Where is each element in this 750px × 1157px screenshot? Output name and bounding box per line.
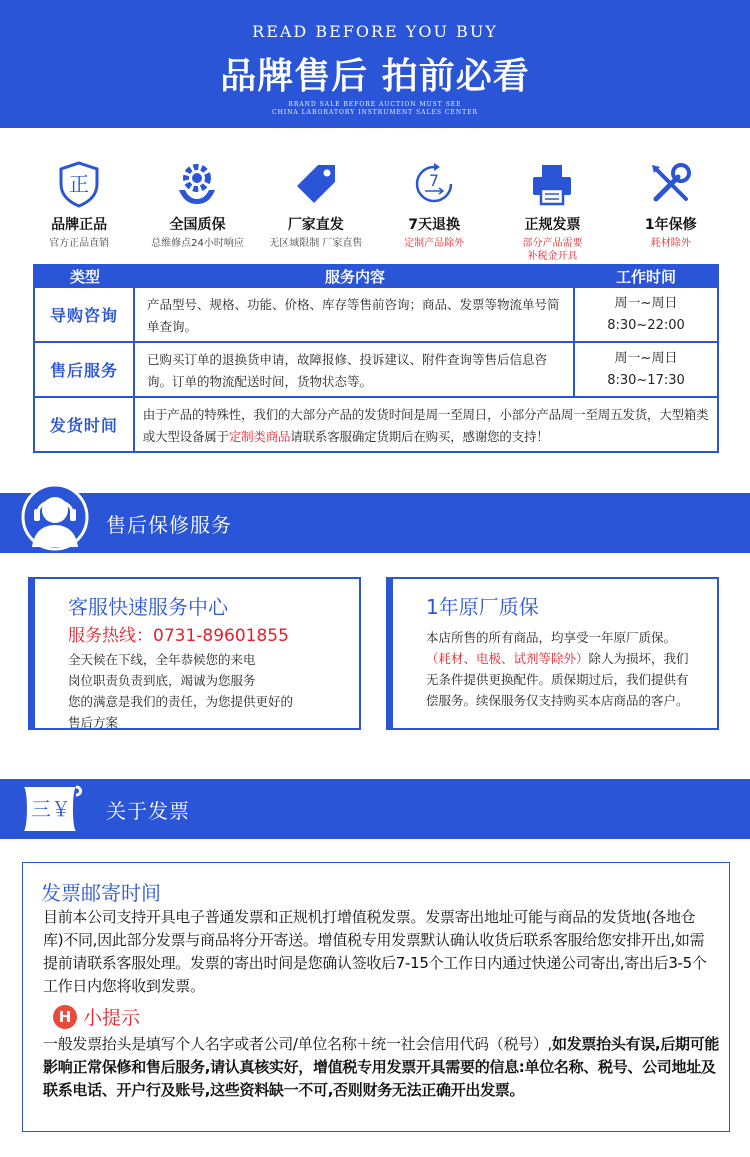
tip-normal-text: 一般发票抬头是填写个人名字或者公司/单位名称＋统一社会信用代码（税号）, bbox=[43, 1035, 553, 1053]
invoice-icon bbox=[18, 781, 98, 841]
feature-desc: 官方正品直销 bbox=[49, 238, 110, 249]
warranty-card bbox=[386, 577, 719, 730]
after-sales-banner bbox=[0, 493, 750, 553]
row-type: 导购咨询 bbox=[35, 288, 135, 341]
table-row bbox=[35, 341, 717, 396]
header-banner bbox=[0, 0, 750, 128]
card-title: 1年原厂质保 bbox=[426, 595, 539, 619]
headset-icon bbox=[18, 483, 92, 567]
invoice-icon-glyph: 三￥ bbox=[31, 797, 71, 821]
feature-repair bbox=[612, 158, 730, 258]
row-content-after: 请联系客服确定货期后在购买，感谢您的支持！ bbox=[290, 429, 549, 444]
tip-bold-text: 如发票抬头有误,后期可能影响正常保修和售后服务,请认真核实好，增值税专用发票开具需要的信息:单位名称、税号、公司地址及联系电话、开户行及账号,这些资料缺一不可,否则财务无法正确开出发票。 bbox=[43, 1035, 720, 1099]
card-text bbox=[68, 649, 318, 733]
tip-icon: H bbox=[53, 1005, 77, 1029]
invoice-banner-title: 关于发票 bbox=[106, 799, 190, 823]
header-en-title: READ BEFORE YOU BUY bbox=[252, 22, 498, 41]
header-content: 服务内容 bbox=[324, 267, 385, 286]
shield-zheng-icon bbox=[57, 160, 101, 208]
warranty-text-before: 本店所售的所有商品，均享受一年原厂质保。 bbox=[426, 630, 677, 645]
invoice-banner bbox=[0, 779, 750, 839]
feature-desc: 耗材除外 bbox=[650, 238, 691, 249]
service-hotline[interactable]: 服务热线：0731-89601855 bbox=[68, 626, 289, 646]
feature-genuine bbox=[20, 158, 138, 258]
table-row bbox=[35, 286, 717, 341]
card-line: 您的满意是我们的责任，为您提供更好的 bbox=[68, 694, 294, 709]
feature-desc: 无区域限制 厂家直售 bbox=[269, 238, 363, 249]
feature-invoice bbox=[493, 158, 611, 262]
feature-return bbox=[375, 158, 493, 258]
card-line: 售后方案 bbox=[68, 715, 119, 730]
row-type: 售后服务 bbox=[35, 343, 135, 396]
feature-title: 7天退换 bbox=[408, 217, 461, 233]
row-time-days: 周一~周日 bbox=[614, 350, 678, 366]
row-time-hours: 8:30~22:00 bbox=[607, 317, 685, 333]
warranty-text-red: （耗材、电极、试剂等除外） bbox=[426, 651, 589, 666]
card-line: 全天候在下线，全年恭候您的来电 bbox=[68, 652, 256, 667]
gear-hand-icon bbox=[173, 160, 221, 208]
customer-service-card bbox=[28, 577, 361, 730]
row-content: 产品型号、规格、功能、价格、库存等售前咨询；商品、发票等物流单号简单查询。 bbox=[135, 288, 575, 341]
header-time: 工作时间 bbox=[615, 267, 676, 286]
price-tag-icon bbox=[294, 162, 338, 206]
row-content-before: 由于产品的特殊性，我们的大部分产品的发货时间是周一至周日，小部分产品周一至周五发货，大型箱类或大型设备属于 bbox=[142, 407, 709, 444]
feature-title: 厂家直发 bbox=[287, 217, 344, 233]
invoice-info-box bbox=[22, 862, 730, 1132]
feature-direct-ship bbox=[257, 158, 375, 258]
feature-desc-2: 补税金开具 bbox=[527, 251, 578, 262]
feature-desc: 部分产品需要 bbox=[522, 238, 583, 249]
row-time-days: 周一~周日 bbox=[614, 295, 678, 311]
invoice-body: 目前本公司支持开具电子普通发票和正规机打增值税发票。发票寄出地址可能与商品的发货地(各地仓库)不同,因此部分发票与商品将分开寄送。增值税专用发票默认确认收货后联系客服给您安排开出,如需提前请联系客服处理。发票的寄出时间是您确认签收后7-15个工作日内通过快递公司寄出,寄出后3-5个工作日内您将收到发票。 bbox=[43, 908, 707, 995]
feature-desc: 总维修点24小时响应 bbox=[151, 238, 244, 249]
card-title: 客服快速服务中心 bbox=[68, 595, 228, 619]
seven-day-return-icon bbox=[411, 161, 457, 207]
feature-title: 全国质保 bbox=[169, 217, 226, 233]
row-type: 发货时间 bbox=[35, 398, 135, 451]
header-cn-title: 品牌售后 拍前必看 bbox=[220, 56, 530, 97]
row-content-red: 定制类商品 bbox=[228, 429, 291, 444]
card-line: 岗位职责负责到底，竭诚为您服务 bbox=[68, 673, 256, 688]
service-table bbox=[33, 264, 719, 453]
row-content bbox=[135, 398, 717, 451]
feature-warranty bbox=[138, 158, 256, 258]
return-glyph: 7 bbox=[429, 171, 440, 190]
feature-title: 品牌正品 bbox=[51, 217, 108, 233]
after-sales-title: 售后保修服务 bbox=[106, 513, 232, 537]
header-type: 类型 bbox=[69, 267, 100, 286]
feature-title: 正规发票 bbox=[524, 217, 581, 233]
row-time bbox=[575, 343, 717, 396]
row-time-hours: 8:30~17:30 bbox=[607, 372, 685, 388]
feature-title: 1年保修 bbox=[644, 217, 697, 233]
tip-heading bbox=[53, 1003, 140, 1030]
row-time bbox=[575, 288, 717, 341]
printer-icon bbox=[530, 162, 574, 206]
card-text bbox=[426, 627, 691, 711]
tools-icon bbox=[648, 161, 694, 207]
feature-desc: 定制产品除外 bbox=[404, 238, 465, 249]
table-row bbox=[35, 396, 717, 451]
tip-label: 小提示 bbox=[83, 1007, 141, 1029]
shield-glyph: 正 bbox=[69, 172, 90, 196]
header-subtitle-2: CHINA LABORATORY INSTRUMENT SALES CENTER bbox=[271, 109, 479, 116]
warranty-text-after: 除人为损坏，我们无条件提供更换配件。质保期过后，我们提供有偿服务。续保服务仅支持购买本店商品的客户。 bbox=[426, 651, 689, 708]
service-table-header bbox=[35, 266, 717, 286]
header-subtitle-1: BRAND SALE BEFORE AUCTION MUST SEE bbox=[288, 101, 462, 108]
row-content: 已购买订单的退换货申请，故障报修、投诉建议、附件查询等售后信息咨询。订单的物流配送时间，货物状态等。 bbox=[135, 343, 575, 396]
tip-body bbox=[43, 1033, 723, 1102]
feature-strip bbox=[20, 158, 730, 262]
invoice-title: 发票邮寄时间 bbox=[41, 881, 161, 905]
